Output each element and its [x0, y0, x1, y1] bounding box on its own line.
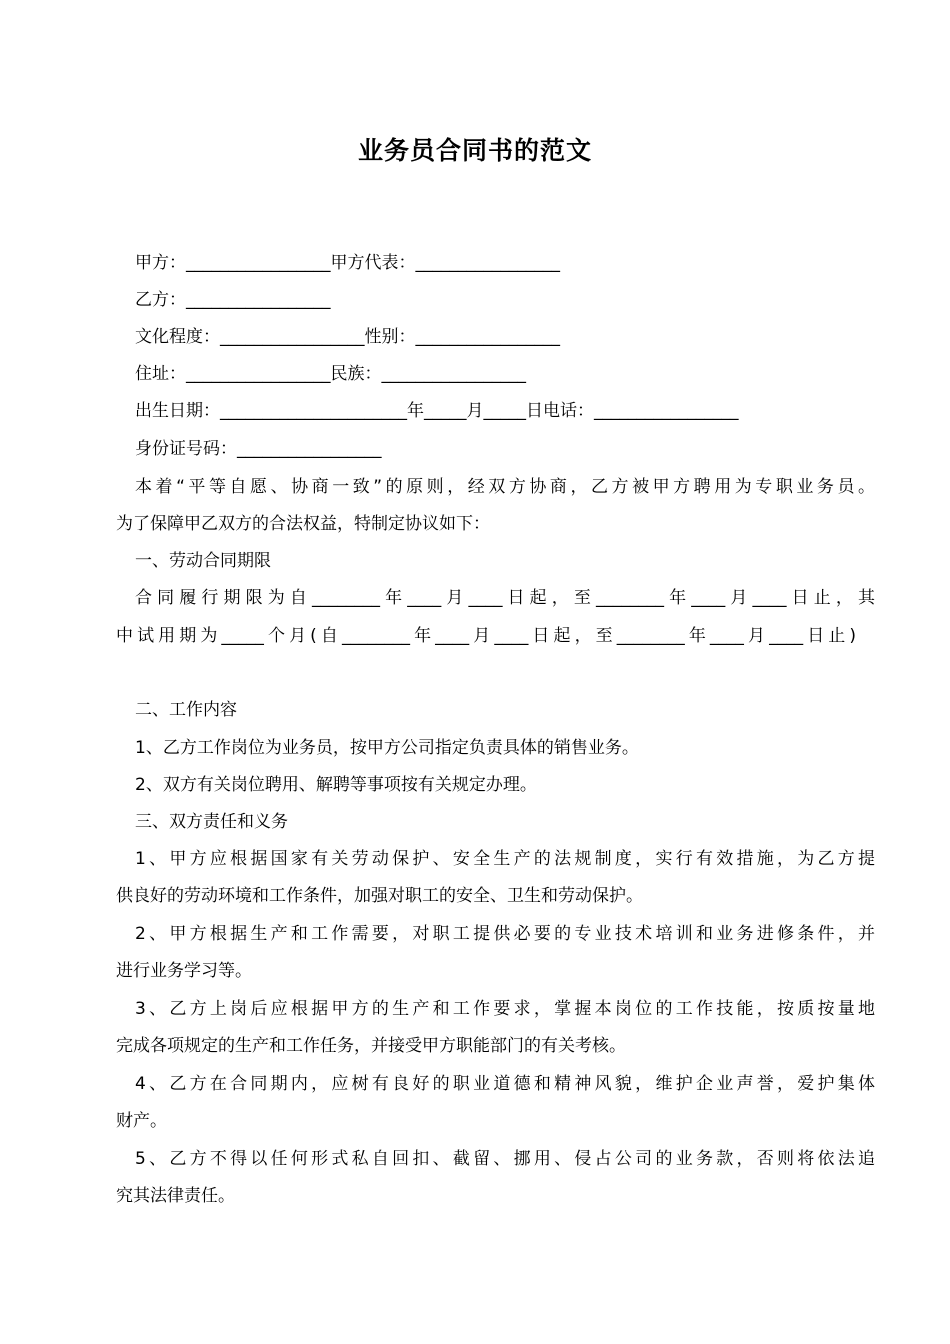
- duty-5-line-2: 究其法律责任。: [116, 1186, 235, 1206]
- birthdate-phone-line: 出生日期：______________________年_____月_____日电话：_________________: [135, 401, 739, 421]
- address-ethnicity-line: 住址：_________________民族：_________________: [135, 364, 526, 384]
- document-title: 业务员合同书的范文: [357, 136, 592, 165]
- duty-2-line-1: 2、甲方根据生产和工作需要，对职工提供必要的专业技术培训和业务进修条件，并: [135, 924, 875, 944]
- term-line-2: 中试用期为_____个月(自________年____月____日起，至________年____月____日止): [116, 626, 856, 646]
- id-number-line: 身份证号码：_________________: [135, 439, 382, 459]
- duty-1-line-2: 供良好的劳动环境和工作条件，加强对职工的安全、卫生和劳动保护。: [116, 886, 643, 906]
- preamble-line-2: 为了保障甲乙双方的合法权益，特制定协议如下：: [116, 514, 490, 534]
- party-b-line: 乙方：_________________: [135, 290, 331, 310]
- duty-4-line-2: 财产。: [116, 1111, 167, 1131]
- duty-1-line-1: 1、甲方应根据国家有关劳动保护、安全生产的法规制度，实行有效措施，为乙方提: [135, 849, 875, 869]
- section-heading-1: 一、劳动合同期限: [135, 551, 271, 571]
- party-a-line: 甲方：_________________甲方代表：_________________: [135, 253, 560, 273]
- duty-4-line-1: 4、乙方在合同期内，应树有良好的职业道德和精神风貌，维护企业声誉，爱护集体: [135, 1074, 875, 1094]
- duty-3-line-1: 3、乙方上岗后应根据甲方的生产和工作要求，掌握本岗位的工作技能，按质按量地: [135, 999, 875, 1019]
- work-item-2: 2、双方有关岗位聘用、解聘等事项按有关规定办理。: [135, 775, 537, 795]
- section-heading-3: 三、双方责任和义务: [135, 812, 288, 832]
- term-line-1: 合同履行期限为自________年____月____日起，至________年____月____日止，其: [135, 588, 875, 608]
- duty-2-line-2: 进行业务学习等。: [116, 961, 252, 981]
- work-item-1: 1、乙方工作岗位为业务员，按甲方公司指定负责具体的销售业务。: [135, 738, 639, 758]
- section-heading-2: 二、工作内容: [135, 700, 237, 720]
- duty-5-line-1: 5、乙方不得以任何形式私自回扣、截留、挪用、侵占公司的业务款，否则将依法追: [135, 1149, 875, 1169]
- preamble-line-1: 本着“平等自愿、协商一致”的原则，经双方协商，乙方被甲方聘用为专职业务员。: [135, 477, 875, 497]
- education-gender-line: 文化程度：_________________性别：_________________: [135, 327, 560, 347]
- duty-3-line-2: 完成各项规定的生产和工作任务，并接受甲方职能部门的有关考核。: [116, 1036, 626, 1056]
